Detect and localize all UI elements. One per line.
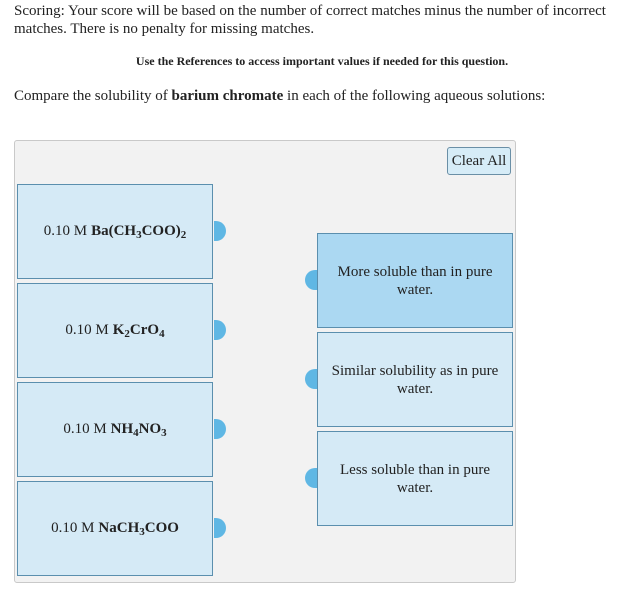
right-connector-handle[interactable] [305, 468, 317, 488]
formula [113, 322, 165, 340]
question-suffix: in each of the following aqueous solutions: [283, 88, 546, 104]
formula-part: NH [110, 420, 134, 437]
matching-panel [14, 140, 516, 583]
left-item-barium-acetate[interactable] [17, 184, 213, 279]
concentration-label: 0.10 M [65, 322, 109, 338]
right-connector-handle[interactable] [305, 270, 317, 290]
formula [111, 421, 167, 439]
formula-part: NO [138, 420, 162, 437]
formula-part: NaCH [98, 519, 140, 536]
formula [91, 223, 186, 241]
formula-subscript: 4 [159, 327, 165, 340]
right-target-more-soluble[interactable]: More soluble than in pure water. [317, 233, 513, 328]
left-item-ammonium-nitrate[interactable] [17, 382, 213, 477]
formula-part: K [112, 321, 125, 338]
right-target-similar-solubility[interactable]: Similar solubility as in pure water. [317, 332, 513, 427]
formula-subscript: 2 [124, 327, 130, 340]
formula-part: Ba(CH [91, 222, 137, 239]
right-connector-handle[interactable] [305, 369, 317, 389]
left-item-potassium-chromate[interactable] [17, 283, 213, 378]
formula-subscript: 3 [136, 228, 142, 241]
left-connector-handle[interactable] [214, 419, 226, 439]
concentration-label: 0.10 M [51, 520, 95, 536]
right-target-less-soluble[interactable]: Less soluble than in pure water. [317, 431, 513, 526]
left-connector-handle[interactable] [214, 221, 226, 241]
scoring-instructions: Scoring: Your score will be based on the number of correct matches minus the number of incorrect matches. There is no penalty for missing matches. [14, 3, 606, 37]
formula-subscript: 4 [133, 426, 139, 439]
question-text [14, 88, 545, 105]
left-item-sodium-acetate[interactable] [17, 481, 213, 576]
formula-part: COO) [141, 222, 181, 239]
question-prefix: Compare the solubility of [14, 88, 172, 104]
references-note: Use the References to access important values if needed for this question. [135, 54, 509, 68]
concentration-label: 0.10 M [43, 223, 88, 239]
formula [98, 520, 179, 538]
clear-all-button[interactable]: Clear All [447, 147, 511, 175]
formula-subscript: 2 [180, 228, 187, 241]
formula-subscript: 3 [161, 426, 167, 439]
formula-subscript: 3 [139, 525, 145, 538]
left-connector-handle[interactable] [214, 320, 226, 340]
formula-part: CrO [129, 321, 160, 338]
formula-part: COO [144, 519, 179, 536]
question-compound: barium chromate [171, 88, 284, 104]
concentration-label: 0.10 M [63, 421, 107, 437]
left-connector-handle[interactable] [214, 518, 226, 538]
